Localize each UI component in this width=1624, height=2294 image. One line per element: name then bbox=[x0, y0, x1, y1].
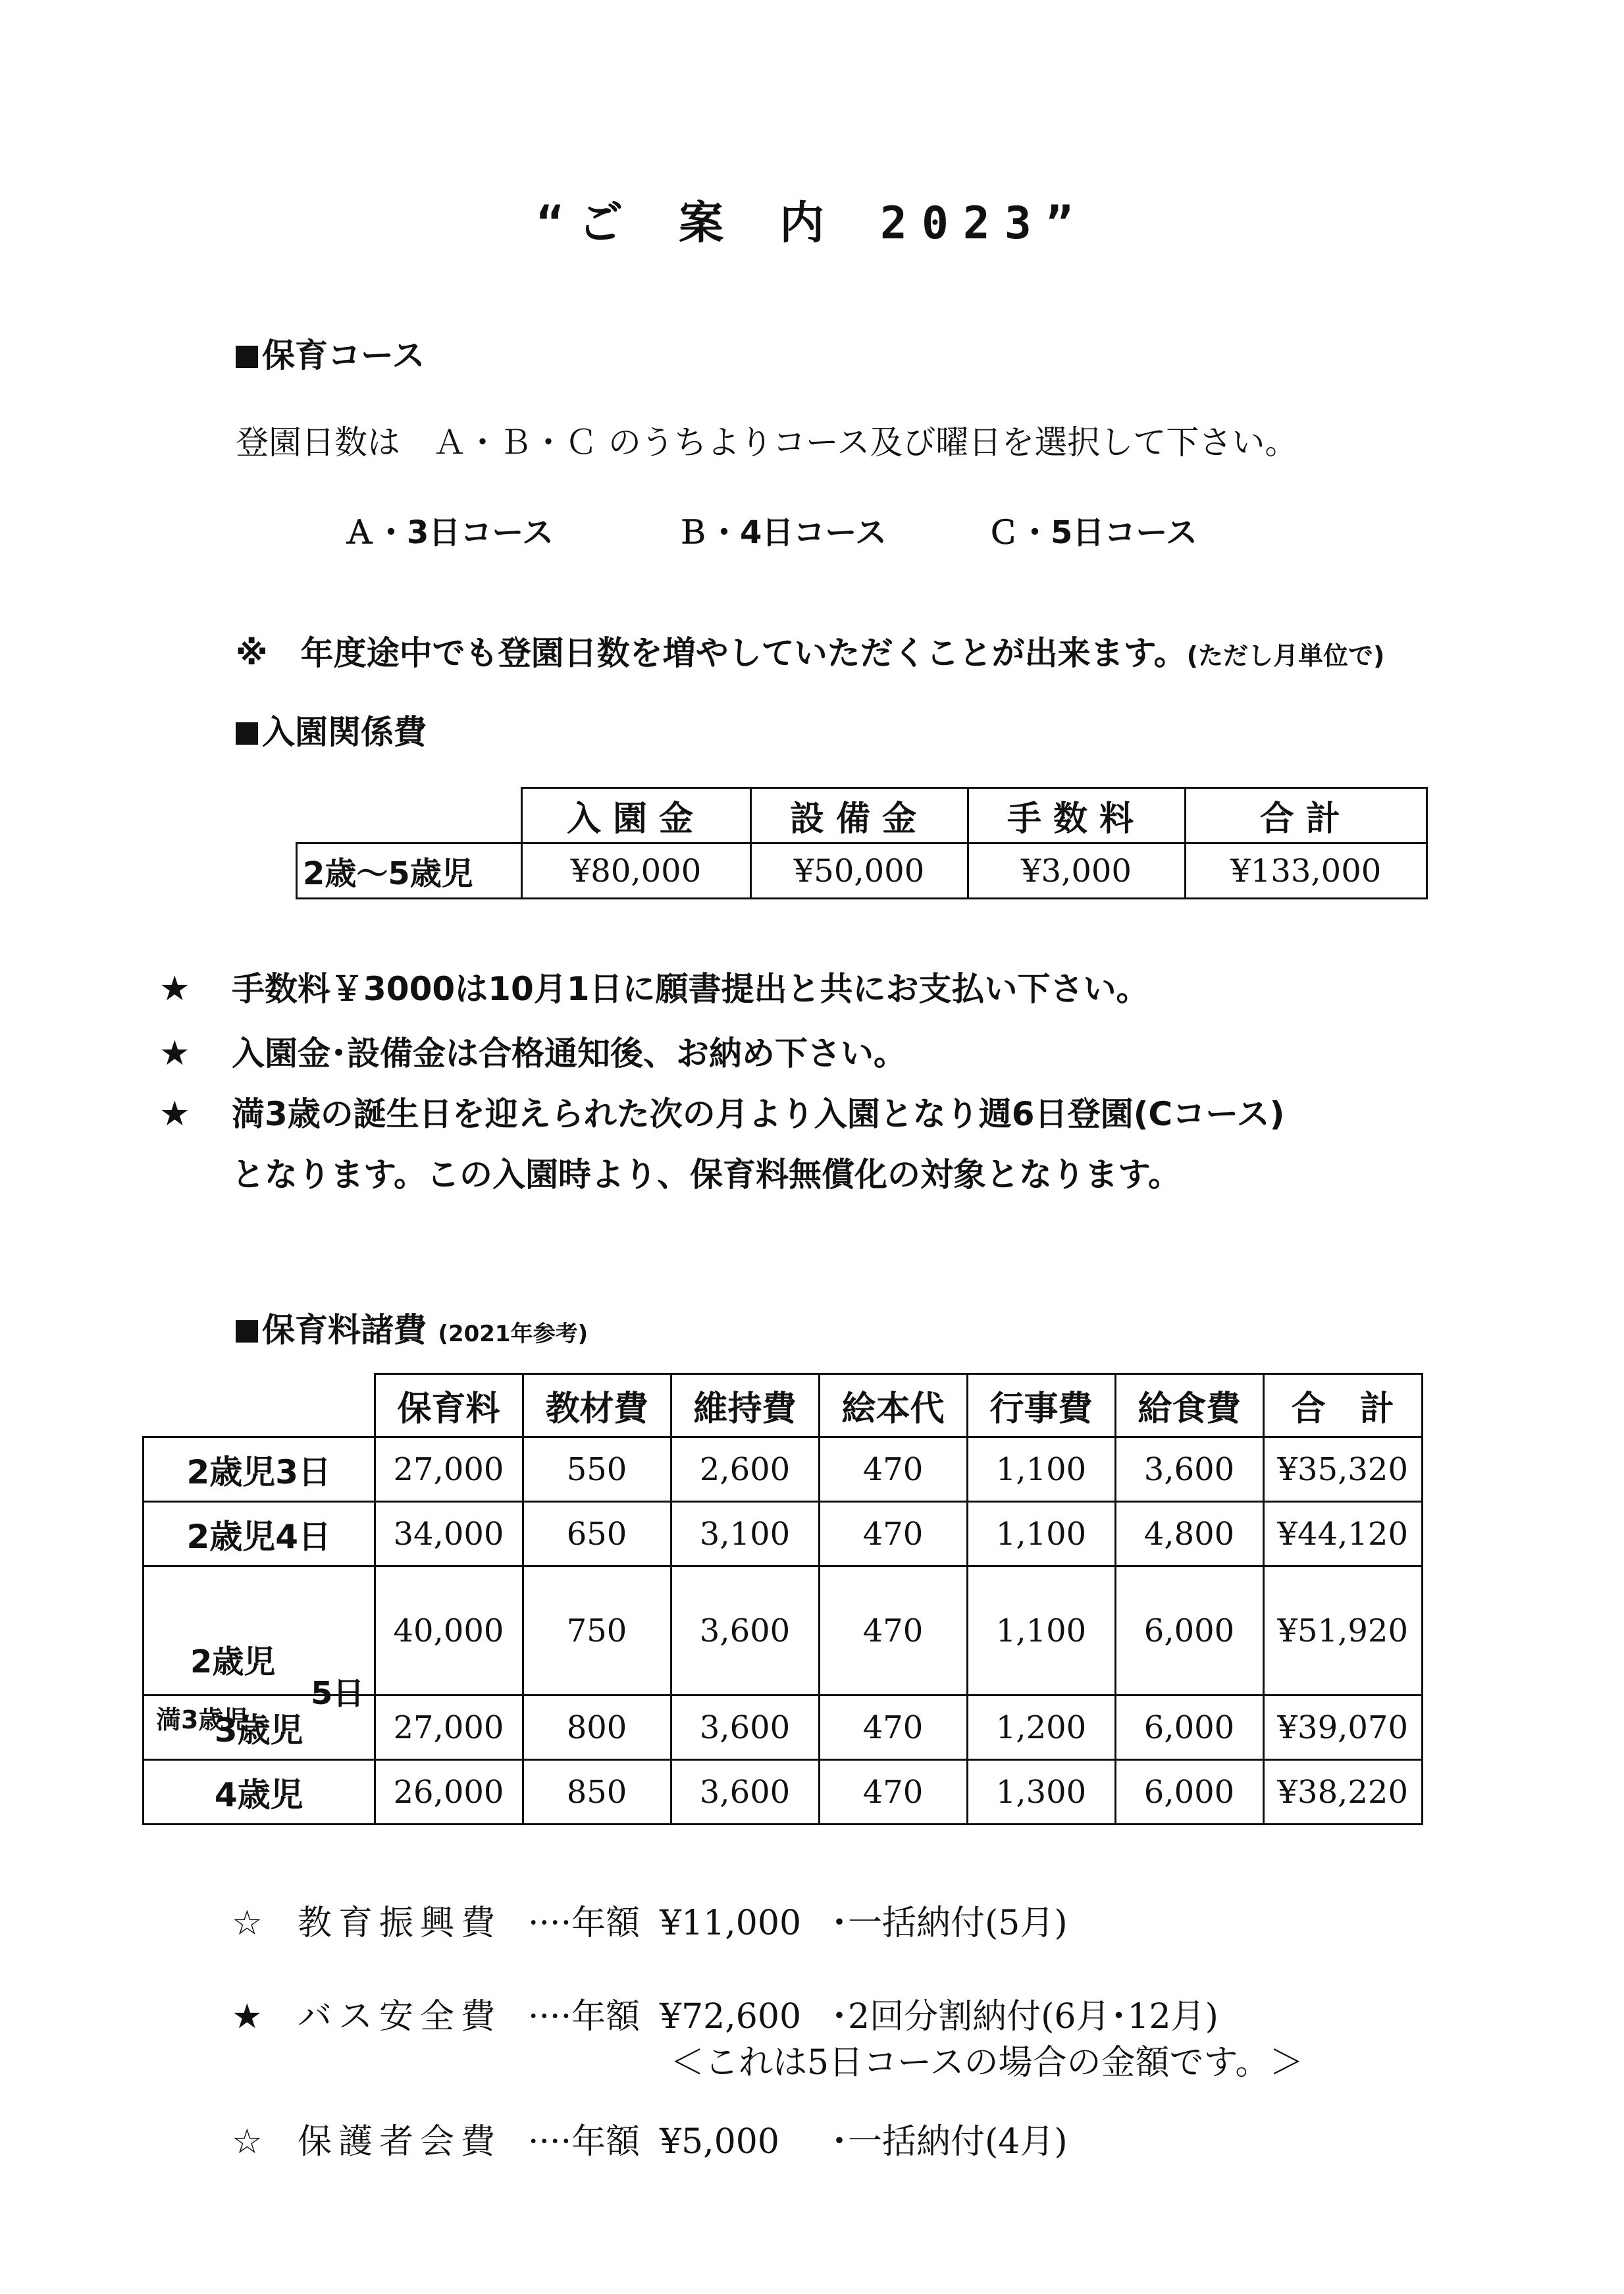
fees-row-label: 3歳児 bbox=[144, 1695, 375, 1760]
fees-row-label: 2歳児3日 bbox=[144, 1437, 375, 1502]
fees-row-label: 4歳児 bbox=[144, 1760, 375, 1825]
fees-cell: 6,000 bbox=[1115, 1566, 1263, 1695]
fees-cell: 6,000 bbox=[1115, 1760, 1263, 1825]
fees-cell: 1,100 bbox=[967, 1437, 1115, 1502]
course-a: Ａ・3日コース bbox=[344, 514, 554, 551]
fees-col-header: 給食費 bbox=[1115, 1374, 1263, 1437]
fees-cell: 470 bbox=[819, 1437, 967, 1502]
fees-cell: 470 bbox=[819, 1566, 967, 1695]
fees-cell: 3,600 bbox=[1115, 1437, 1263, 1502]
admission-note-2: ★ 入園金･設備金は合格通知後、お納め下さい。 bbox=[159, 1034, 906, 1073]
fees-col-header: 合 計 bbox=[1263, 1374, 1423, 1437]
fees-cell: 3,600 bbox=[671, 1566, 819, 1695]
fees-total-cell: ¥38,220 bbox=[1263, 1760, 1423, 1825]
fees-row-label: 2歳児4日 bbox=[144, 1502, 375, 1566]
page-title: “ご 案 内 2023” bbox=[537, 198, 1087, 250]
square-bullet-icon bbox=[236, 1320, 258, 1343]
fees-cell: 650 bbox=[523, 1502, 671, 1566]
fees-cell: 6,000 bbox=[1115, 1695, 1263, 1760]
annual-fee-education: ☆ 教育振興費 ····年額 ¥11,000 ･一括納付(5月) bbox=[232, 1904, 1068, 1943]
admission-note-3: ★ 満3歳の誕生日を迎えられた次の月より入園となり週6日登園(Cコース) bbox=[159, 1094, 1285, 1134]
fees-cell: 40,000 bbox=[375, 1566, 523, 1695]
fees-cell: 470 bbox=[819, 1502, 967, 1566]
admission-value-cell: ¥3,000 bbox=[968, 843, 1185, 899]
square-bullet-icon bbox=[236, 346, 258, 368]
fees-cell: 800 bbox=[523, 1695, 671, 1760]
course-description: 登園日数は Ａ・Ｂ・Ｃ のうちよりコース及び曜日を選択して下さい。 bbox=[236, 423, 1298, 462]
fees-cell: 3,600 bbox=[671, 1760, 819, 1825]
admission-value-cell: ¥50,000 bbox=[750, 843, 968, 899]
admission-col-header: 入園金 bbox=[521, 788, 750, 843]
table-row bbox=[144, 1437, 1423, 1502]
section-heading-hoiku-course: 保育コース bbox=[236, 329, 425, 377]
annual-fee-parents-association: ☆ 保護者会費 ····年額 ¥5,000 ･一括納付(4月) bbox=[232, 2122, 1068, 2162]
fees-col-header: 保育料 bbox=[375, 1374, 523, 1437]
fees-cell: 3,100 bbox=[671, 1502, 819, 1566]
fees-cell: 1,100 bbox=[967, 1502, 1115, 1566]
fees-cell: 4,800 bbox=[1115, 1502, 1263, 1566]
course-note: ※ 年度途中でも登園日数を増やしていただくことが出来ます。(ただし月単位で) bbox=[236, 634, 1385, 672]
fees-total-cell: ¥51,920 bbox=[1263, 1566, 1423, 1695]
star-icon: ★ bbox=[159, 969, 190, 1009]
course-b: Ｂ・4日コース bbox=[677, 514, 887, 551]
fees-total-cell: ¥44,120 bbox=[1263, 1502, 1423, 1566]
course-c: Ｃ・5日コース bbox=[987, 514, 1197, 551]
fees-col-header: 絵本代 bbox=[819, 1374, 967, 1437]
admission-value-cell: ¥133,000 bbox=[1185, 843, 1427, 899]
fees-cell: 27,000 bbox=[375, 1437, 523, 1502]
section-heading-fees: 保育料諸費 (2021年参考) bbox=[236, 1304, 588, 1351]
fees-table-blank-cell bbox=[144, 1374, 375, 1437]
fees-cell: 26,000 bbox=[375, 1760, 523, 1825]
fees-cell: 3,600 bbox=[671, 1695, 819, 1760]
admission-note-3-continued: となります。この入園時より、保育料無償化の対象となります。 bbox=[232, 1156, 1181, 1194]
admission-col-header: 手数料 bbox=[968, 788, 1185, 843]
fees-col-header: 行事費 bbox=[967, 1374, 1115, 1437]
star-outline-icon: ☆ bbox=[232, 2122, 263, 2162]
fees-cell: 34,000 bbox=[375, 1502, 523, 1566]
fees-col-header: 教材費 bbox=[523, 1374, 671, 1437]
fees-cell: 550 bbox=[523, 1437, 671, 1502]
admission-value-cell: ¥80,000 bbox=[521, 843, 750, 899]
table-row bbox=[144, 1566, 1423, 1695]
fees-total-cell: ¥39,070 bbox=[1263, 1695, 1423, 1760]
admission-table-blank-cell bbox=[297, 788, 522, 843]
fees-cell: 1,300 bbox=[967, 1760, 1115, 1825]
admission-table bbox=[296, 787, 1428, 899]
fees-cell: 1,100 bbox=[967, 1566, 1115, 1695]
fees-cell: 1,200 bbox=[967, 1695, 1115, 1760]
section-heading-admission: 入園関係費 bbox=[236, 706, 427, 753]
star-icon: ★ bbox=[159, 1034, 190, 1073]
annual-fee-bus: ★ バス安全費 ····年額 ¥72,600 ･2回分割納付(6月･12月) bbox=[232, 1997, 1218, 2037]
fees-cell: 2,600 bbox=[671, 1437, 819, 1502]
star-icon: ★ bbox=[232, 1997, 263, 2037]
table-row bbox=[144, 1760, 1423, 1825]
fees-cell: 750 bbox=[523, 1566, 671, 1695]
fees-cell: 470 bbox=[819, 1695, 967, 1760]
bus-fee-note: ＜これは5日コースの場合の金額です。＞ bbox=[670, 2043, 1304, 2083]
fees-table bbox=[142, 1373, 1423, 1825]
star-outline-icon: ☆ bbox=[232, 1904, 263, 1943]
square-bullet-icon bbox=[236, 722, 258, 745]
fees-row-label: 2歳児 満3歳児 5日 bbox=[144, 1566, 375, 1695]
admission-col-header: 設備金 bbox=[750, 788, 968, 843]
table-row bbox=[144, 1502, 1423, 1566]
admission-col-header: 合計 bbox=[1185, 788, 1427, 843]
fees-col-header: 維持費 bbox=[671, 1374, 819, 1437]
fees-cell: 470 bbox=[819, 1760, 967, 1825]
admission-row-label: 2歳～5歳児 bbox=[297, 843, 522, 899]
fees-total-cell: ¥35,320 bbox=[1263, 1437, 1423, 1502]
star-icon: ★ bbox=[159, 1094, 190, 1134]
fees-cell: 27,000 bbox=[375, 1695, 523, 1760]
admission-note-1: ★ 手数料￥3000は10月1日に願書提出と共にお支払い下さい。 bbox=[159, 969, 1149, 1009]
fees-cell: 850 bbox=[523, 1760, 671, 1825]
